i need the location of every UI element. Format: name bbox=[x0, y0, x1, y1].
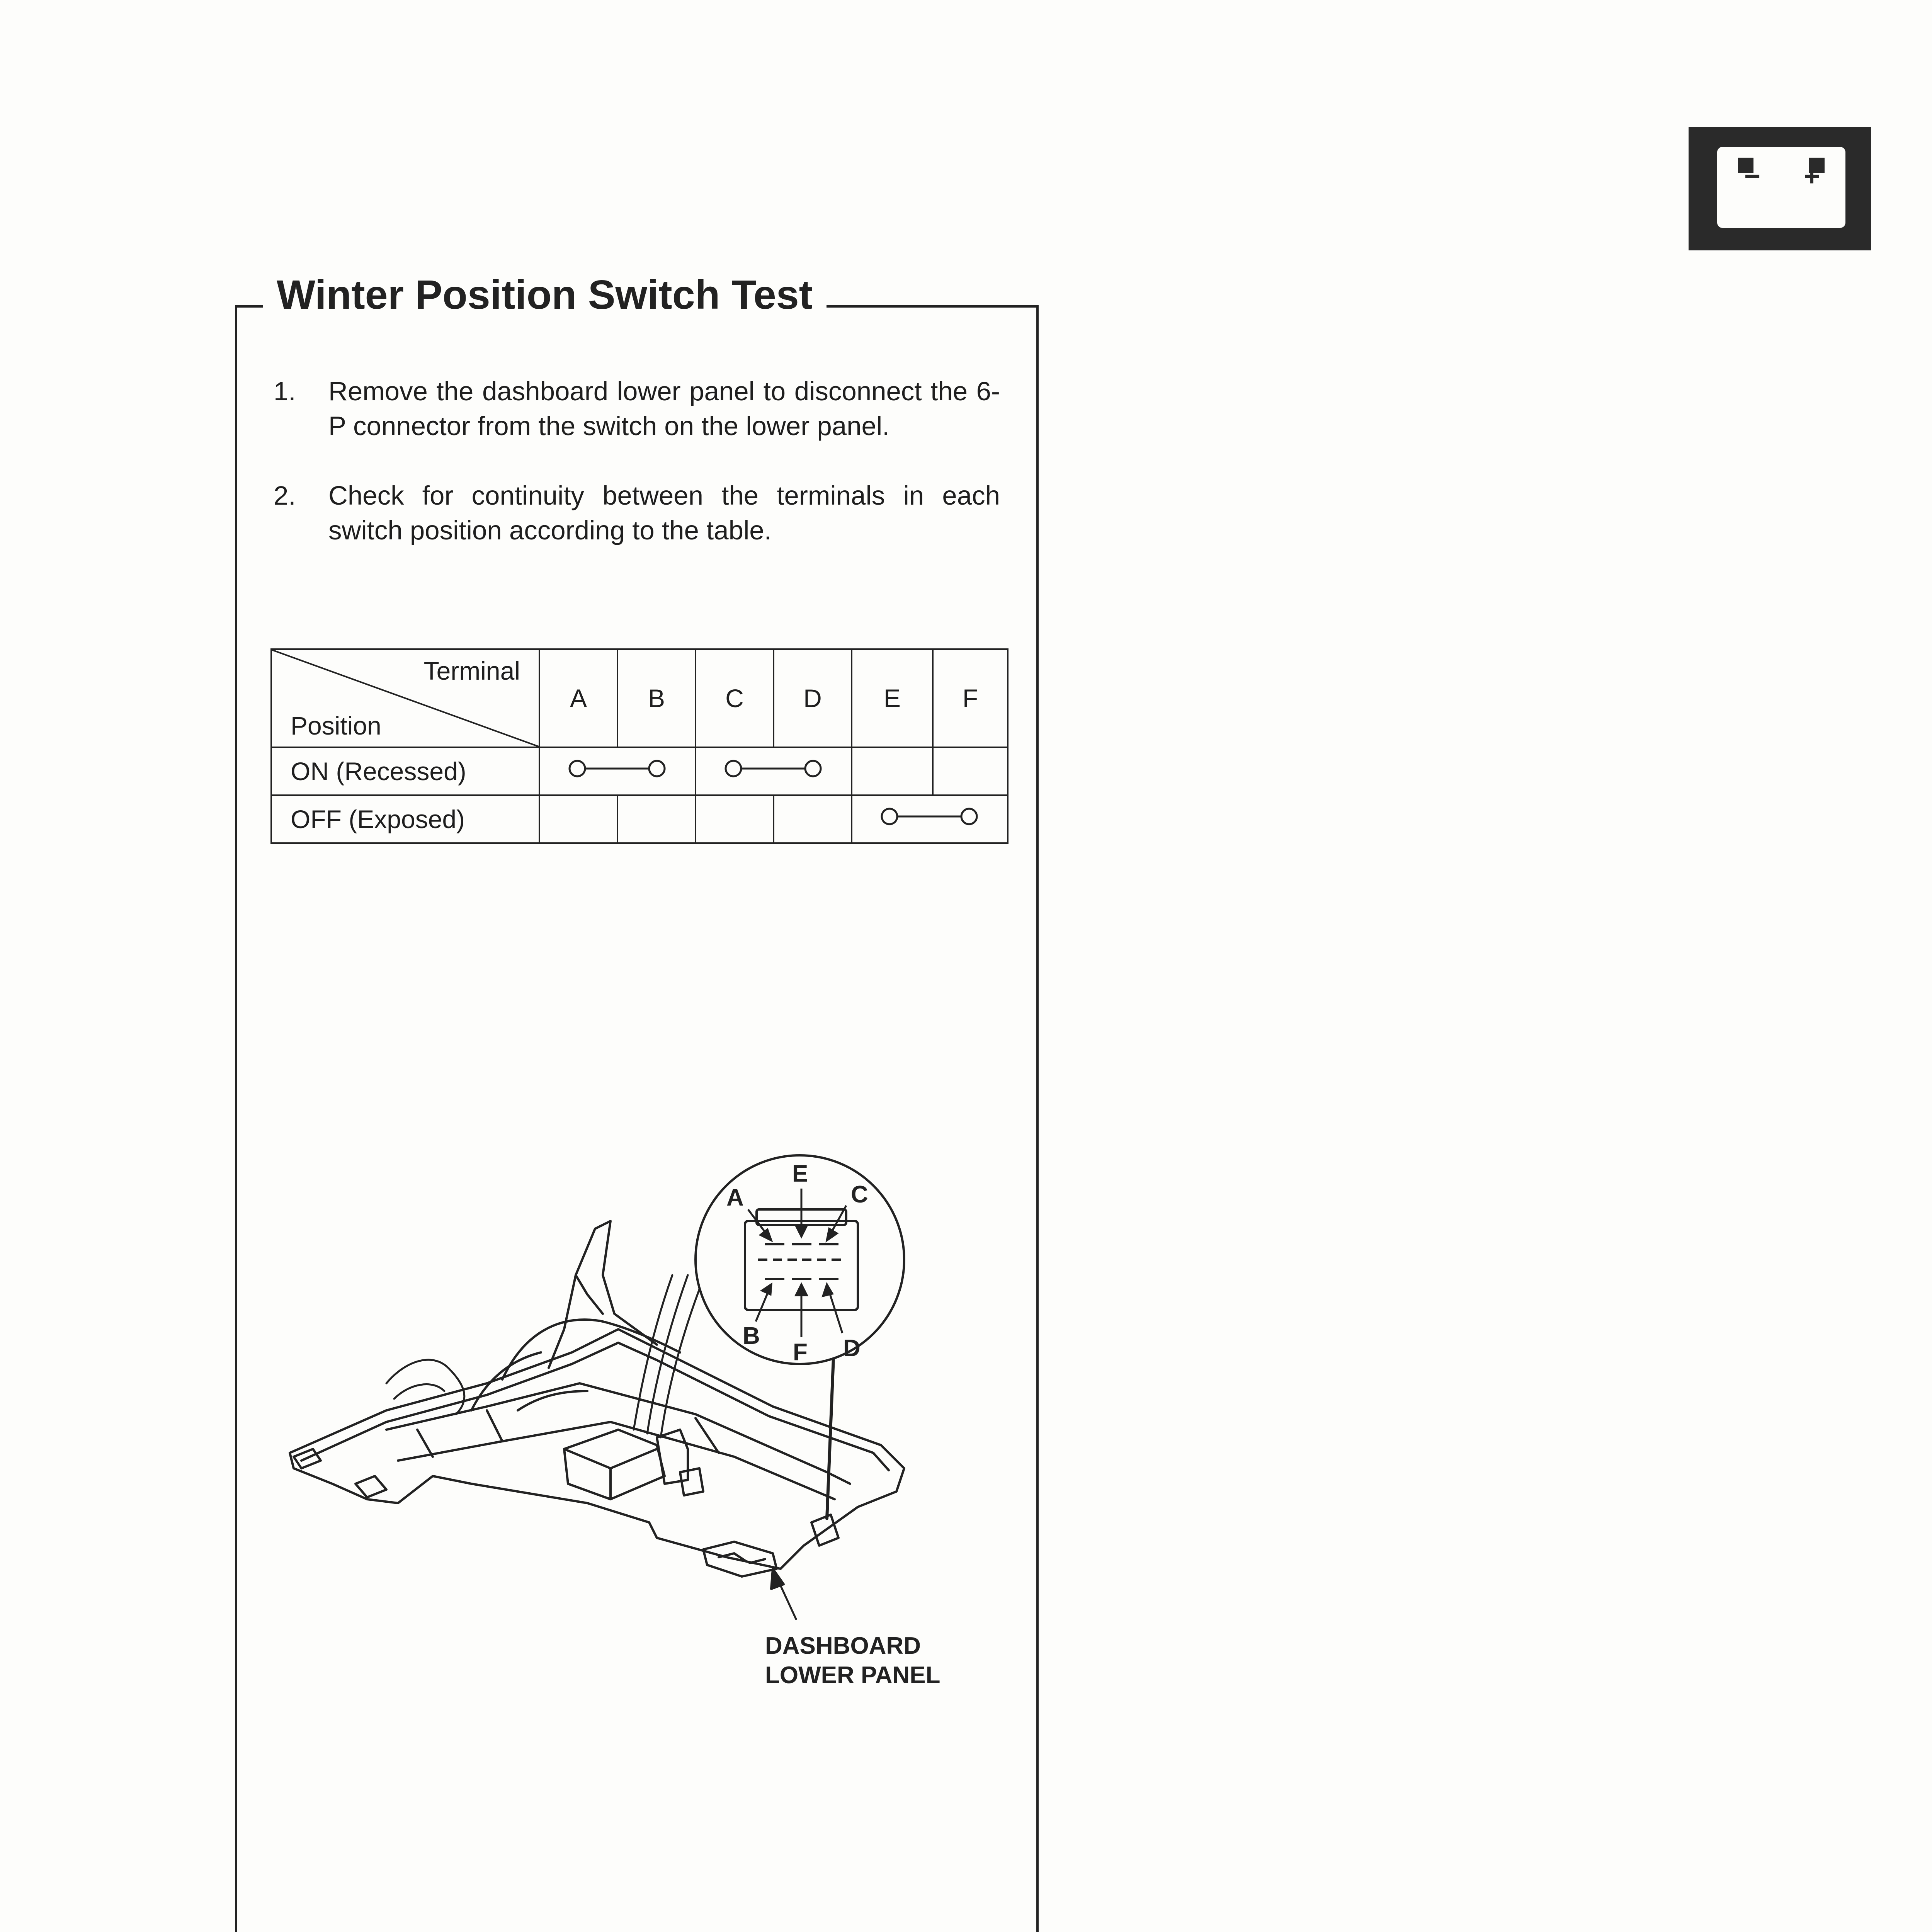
dashboard-panel-diagram bbox=[270, 1113, 1005, 1847]
position-label: ON (Recessed) bbox=[271, 747, 539, 795]
continuity-c-d bbox=[696, 747, 852, 795]
continuity-link-icon bbox=[696, 757, 851, 780]
table-header-row bbox=[271, 649, 1008, 747]
step-number: 1. bbox=[274, 376, 296, 406]
continuity-link-icon bbox=[852, 805, 1007, 828]
battery-plus-symbol: + bbox=[1803, 161, 1820, 192]
empty-cell bbox=[696, 795, 774, 843]
panel-wing bbox=[549, 1221, 657, 1368]
step-text: Check for continuity between the terminals in each switch position according to the table. bbox=[328, 481, 1000, 545]
terminal-header-b: B bbox=[617, 649, 696, 747]
callout-dashboard: DASHBOARD bbox=[765, 1633, 921, 1659]
battery-icon bbox=[1689, 127, 1871, 250]
position-label: OFF (Exposed) bbox=[271, 795, 539, 843]
header-corner-cell bbox=[271, 649, 539, 747]
step-text: Remove the dashboard lower panel to disconnect the 6-P connector from the switch on the lower panel. bbox=[328, 376, 1000, 441]
header-terminal: Terminal bbox=[423, 656, 520, 685]
empty-cell bbox=[774, 795, 852, 843]
step-number: 2. bbox=[274, 481, 296, 510]
step-2 bbox=[274, 478, 1000, 548]
terminal-header-f: F bbox=[933, 649, 1008, 747]
table-row-on bbox=[271, 747, 1008, 795]
step-list bbox=[274, 374, 1000, 583]
callout-lower-panel: LOWER PANEL bbox=[765, 1662, 940, 1689]
pin-label-c: C bbox=[851, 1181, 868, 1208]
terminal-header-c: C bbox=[696, 649, 774, 747]
pin-label-d: D bbox=[843, 1335, 861, 1362]
step-1 bbox=[274, 374, 1000, 444]
table-row-off bbox=[271, 795, 1008, 843]
empty-cell bbox=[539, 795, 617, 843]
terminal-header-e: E bbox=[852, 649, 933, 747]
battery-minus-symbol: − bbox=[1744, 161, 1761, 192]
pin-label-a: A bbox=[726, 1184, 744, 1211]
terminal-header-d: D bbox=[774, 649, 852, 747]
panel-outline bbox=[290, 1329, 904, 1569]
pin-label-f: F bbox=[793, 1339, 808, 1366]
pin-label-b: B bbox=[743, 1323, 760, 1349]
empty-cell bbox=[933, 747, 1008, 795]
empty-cell bbox=[852, 747, 933, 795]
section-title: Winter Position Switch Test bbox=[263, 270, 827, 320]
header-position: Position bbox=[291, 711, 381, 740]
continuity-e-f bbox=[852, 795, 1008, 843]
pin-label-e: E bbox=[792, 1160, 808, 1187]
continuity-link-icon bbox=[540, 757, 695, 780]
switch-body bbox=[564, 1430, 665, 1499]
terminal-header-a: A bbox=[539, 649, 617, 747]
continuity-table bbox=[270, 648, 1009, 844]
empty-cell bbox=[617, 795, 696, 843]
continuity-a-b bbox=[539, 747, 696, 795]
